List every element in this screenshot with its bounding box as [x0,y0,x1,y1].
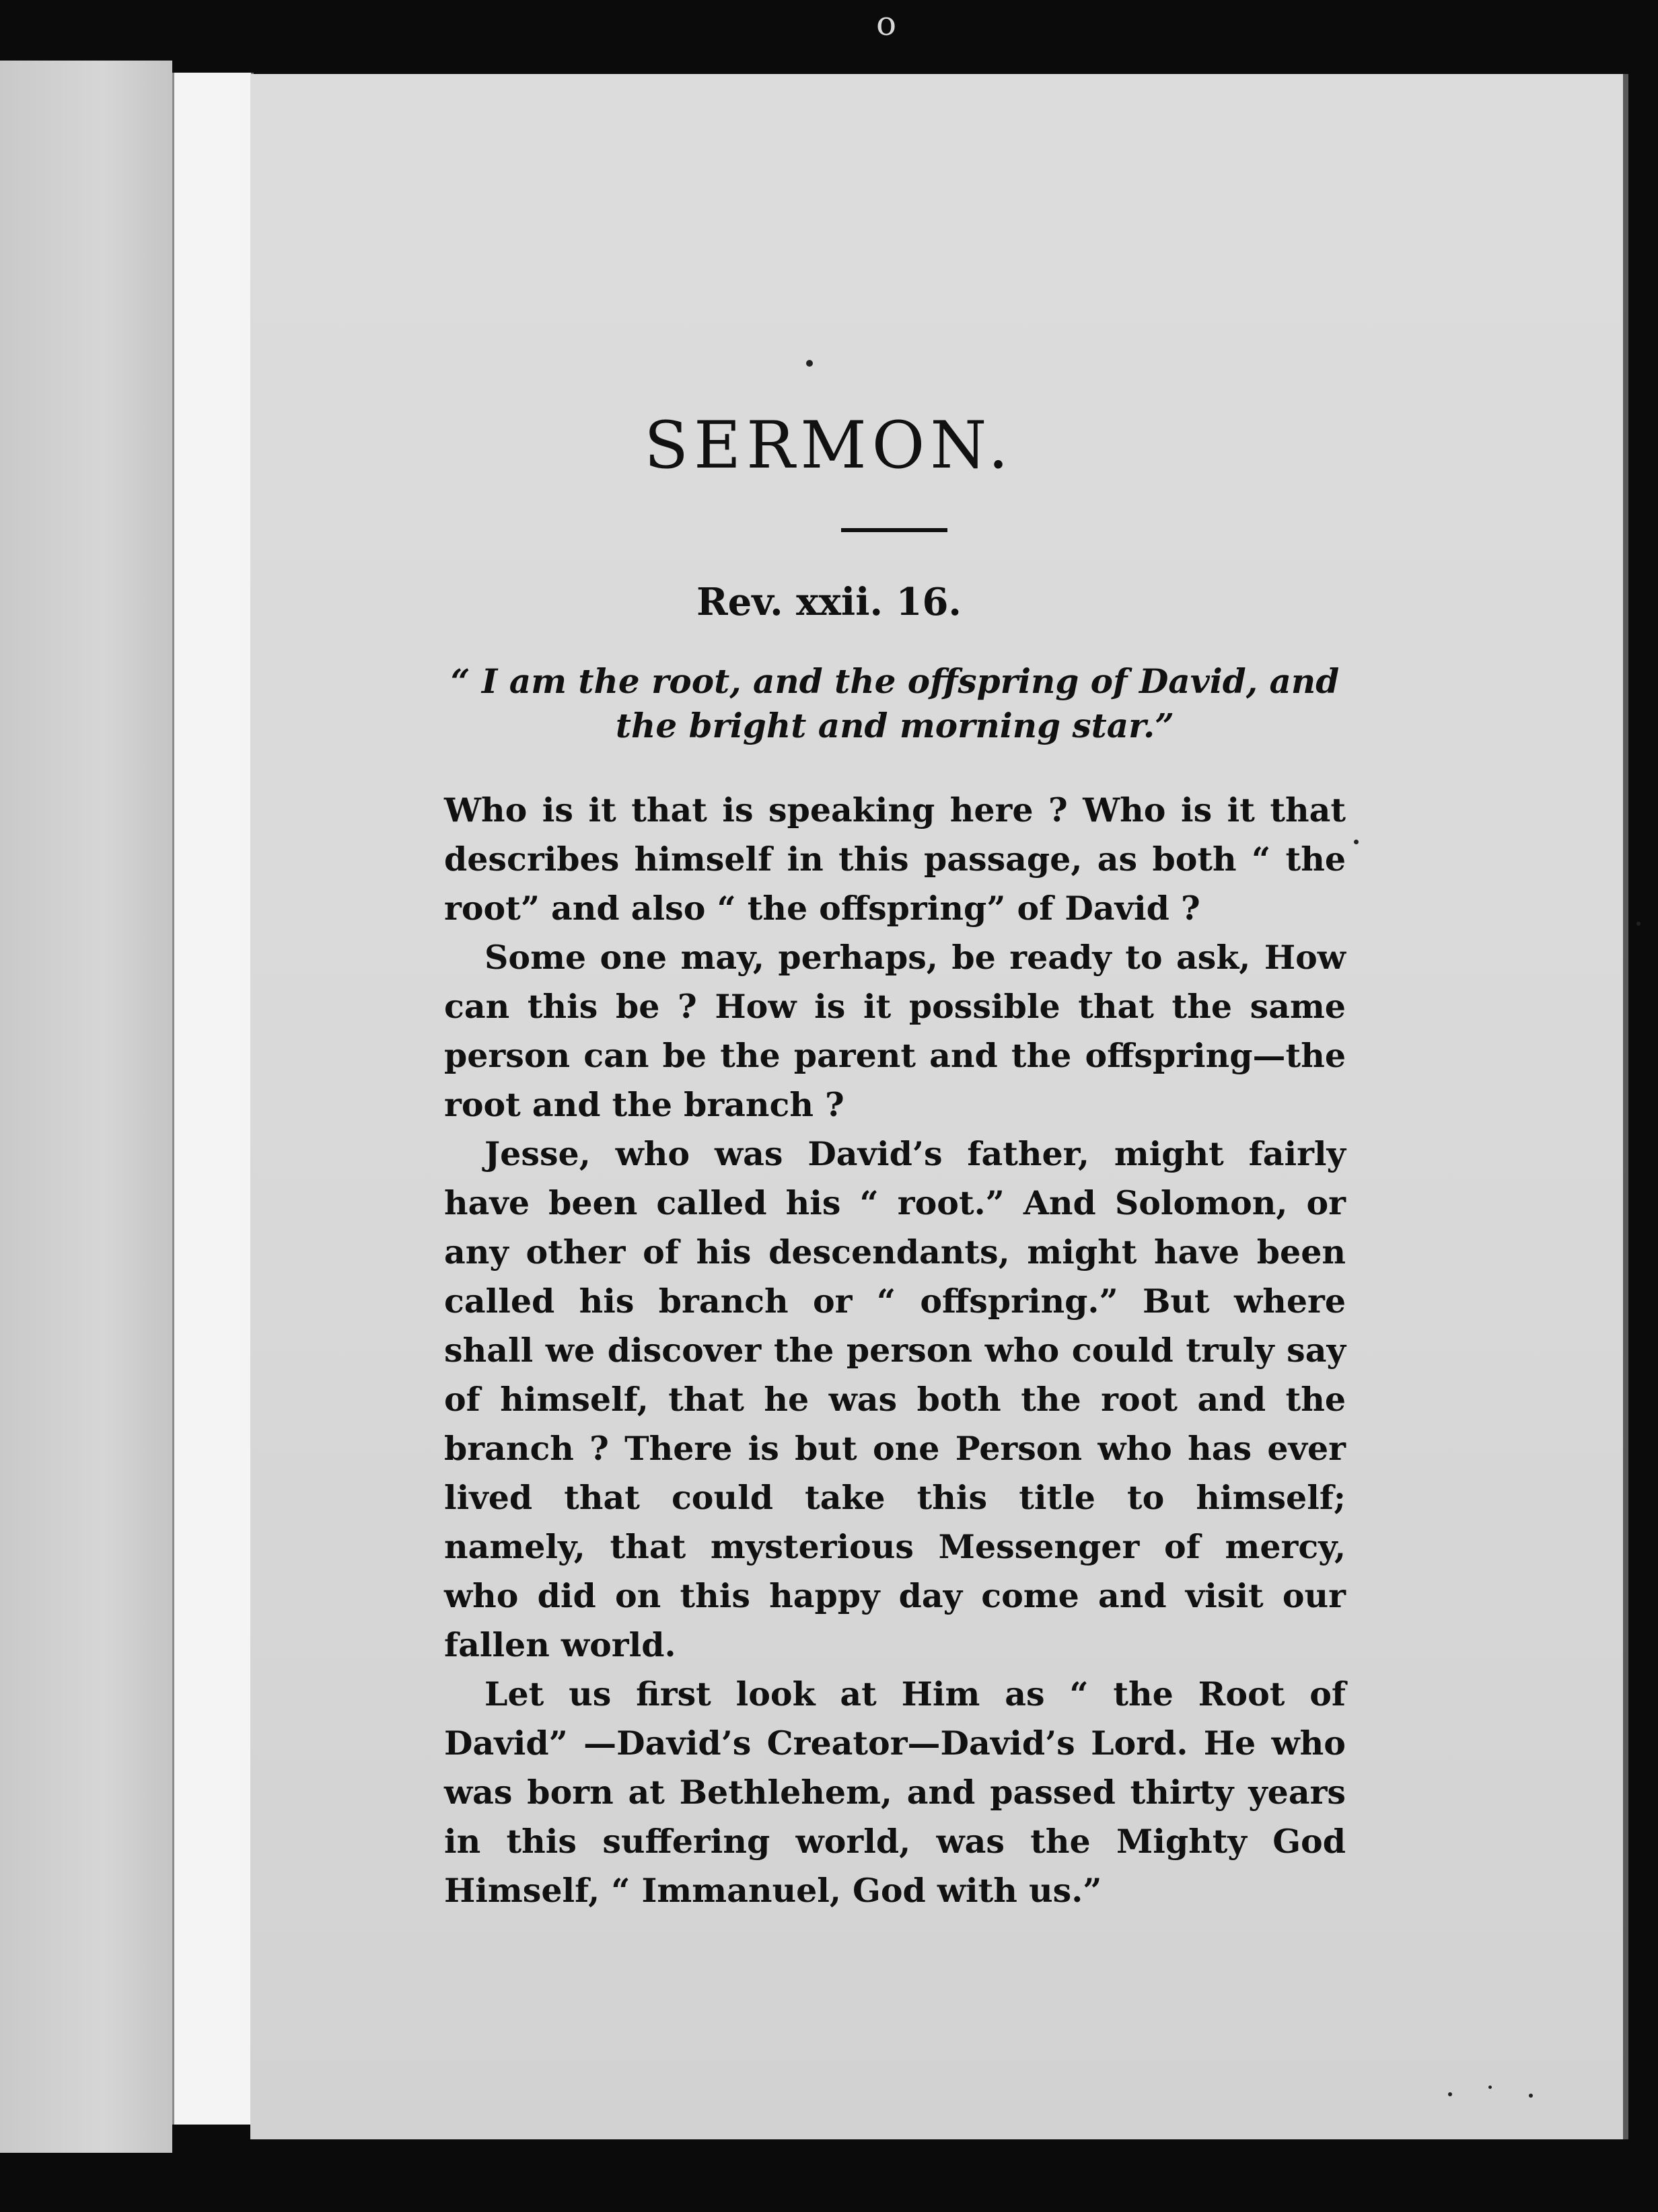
body-paragraph: Jesse, who was David’s father, might fairly have been called his “ root.” And Solomon, or any other of his descendants, might have been called his branch or “ offspring.” But where shall we discover the person who could truly say of himself, that he was both the root and the branch ? There is but one Person who has ever lived that could take this title to himself; namely, that mysterious Messenger of mercy, who did on this happy day come and visit our fallen world. [444,1134,1346,1664]
ink-speck [1448,2092,1452,2096]
facing-page-edge [0,61,172,2153]
ink-speck [1354,840,1359,844]
ink-speck [1488,2086,1492,2089]
ink-speck [806,360,813,367]
title-divider-rule [841,528,947,532]
sermon-body [444,786,1346,1915]
film-frame-mark: o [876,4,897,43]
scripture-quote: “ I am the root, and the offspring of David, and the bright and morning star.” [450,661,1340,745]
book-spine-gutter [172,73,254,2125]
scripture-reference: Rev. xxii. 16. [696,580,962,624]
body-paragraph: Let us first look at Him as “ the Root of David” —David’s Creator—David’s Lord. He who was born at Bethlehem, and passed thirty years in this suffering world, was the Mighty God Himself, “ Immanuel, God with us.” [444,1674,1346,1910]
ink-speck [1636,922,1641,926]
body-paragraph: Who is it that is speaking here ? Who is it that describes himself in this passage, as both “ the root” and also “ the offspring” of David ? [444,790,1346,928]
body-paragraph: Some one may, perhaps, be ready to ask, How can this be ? How is it possible that the same person can be the parent and the offspring—the root and the branch ? [444,938,1346,1124]
page-title: SERMON. [644,408,1014,483]
ink-speck [1529,2094,1533,2098]
